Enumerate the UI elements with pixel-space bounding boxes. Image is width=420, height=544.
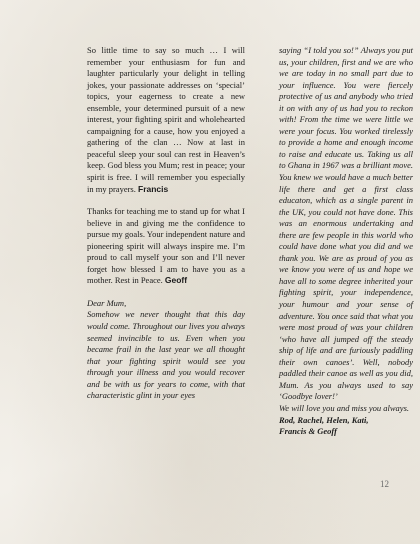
signature-geoff: Geoff — [164, 275, 188, 286]
family-signature-line1: Rod, Rachel, Helen, Kati, — [279, 414, 369, 425]
tribute-francis-text: So little time to say so much … I will remember your enthusiasm for fun and laughter particularly your delight in telling jokes, your passionate addresses on ‘special’ topics, your eagerness to create a new ensemble, your determined pursuit of a new interest, your fighting spirit and wholehearted campaigning for a cause, how you enjoyed a gathering of the clan … Now at last in peaceful sleep your soul can rest in Heaven’s keep. God bless you Mum; rest in peace; your spirit is free. I will remember you especially in my prayers. — [87, 45, 245, 194]
letter-text-part1: Somehow we never thought that this day would come. Throughout our lives you always seemed invincible to us. Even when you became frail in the last year we all thought that your fighting spirit would see you through your illness and you would recover and be with us for years to come, with that characteristic glint in your eyes — [87, 309, 245, 401]
left-column — [87, 45, 245, 402]
signature-francis: Francis — [138, 183, 169, 194]
tribute-geoff-text: Thanks for teaching me to stand up for what I believe in and giving me the confidence to pursue my goals. Your independent nature and pioneering spirit will always inspire me. I’m proud to call myself your son and I’ll never forget how blessed I am to have you as a mother. Rest in Peace. — [87, 206, 245, 286]
tribute-geoff — [87, 206, 245, 287]
letter-text-part2: saying “I told you so!” Always you put us, your children, first and we are who we are today in no small part due to your influence. You were fiercely protective of us and anybody who tried it on with any of us had you to reckon with! From the time we were little we were your focus. You worked tirelessly to provide a home and enough income to raise and educate us. Taking us all to Ghana in 1967 was a brilliant move. You knew we would have a much better life there and get a first class educaton, which as a single parent in the UK, you could not have done. This was an enormous undertaking and there are few people in this world who could have done what you did and we thank you. We are as proud of you as we know you were of us and hope we have all to some degree inherited your fighting spirit, your independence, your humour and your sense of adventure. You once said that what you were most proud of was your children ‘who have all jumped off the steady ship of life and are furiously paddling their own canoes’. Well, nobody paddled their canoe as well as you did, Mum. As you always used to say ‘Goodbye lover!’ — [279, 45, 413, 402]
letter-closing: We will love you and miss you always. — [279, 402, 410, 413]
right-column — [279, 45, 413, 438]
page-number: 12 — [380, 479, 389, 489]
salutation: Dear Mum, — [87, 297, 127, 308]
family-signature-line2: Francis & Geoff — [279, 426, 337, 437]
tribute-francis — [87, 45, 245, 195]
